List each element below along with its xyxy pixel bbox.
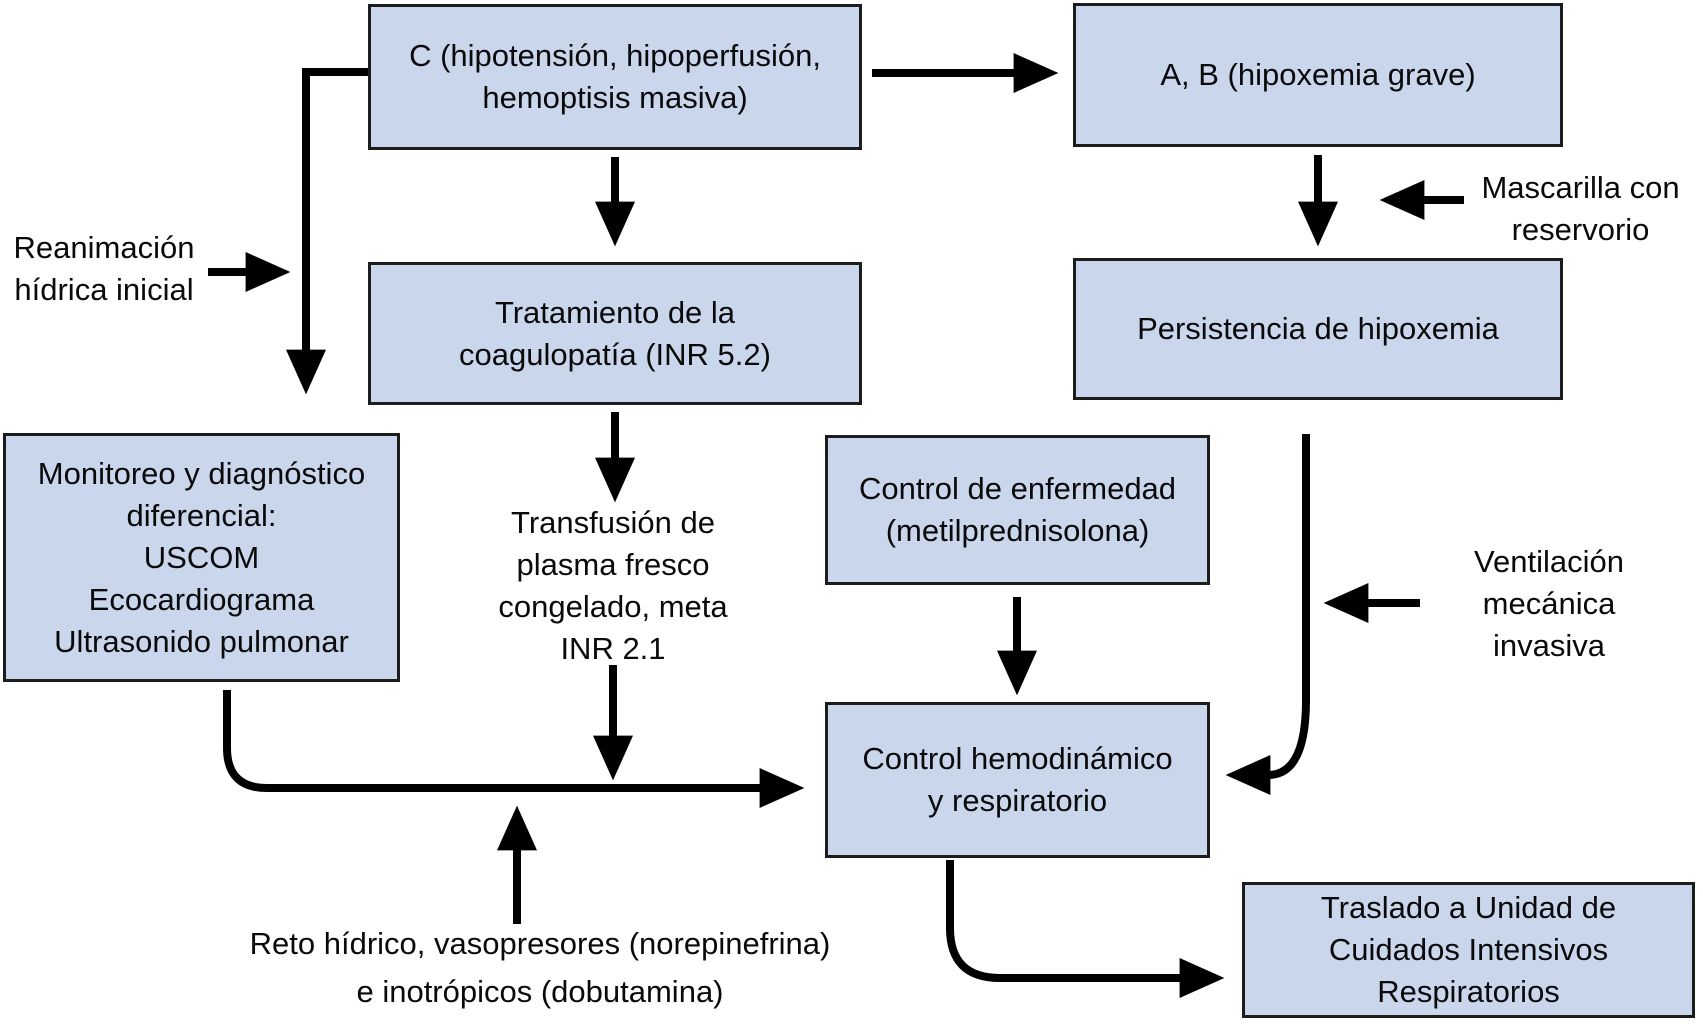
label-text-line: INR 2.1 xyxy=(560,631,666,666)
label-text-line: invasiva xyxy=(1493,628,1605,663)
node-text-line: USCOM xyxy=(143,539,260,575)
connector-persistencia-to-hemodinamico xyxy=(1268,434,1306,775)
node-persistencia-hipoxemia xyxy=(1073,258,1563,400)
label-text-line: Ventilación xyxy=(1474,544,1624,579)
node-text-line: (metilprednisolona) xyxy=(885,513,1150,548)
label-text-line: Reanimación xyxy=(13,230,195,265)
connector-hemodinamico-to-traslado xyxy=(950,860,1182,978)
label-reto-hidrico xyxy=(180,920,900,1016)
label-text-line: Reto hídrico, vasopresores (norepinefrina) xyxy=(249,926,831,961)
label-text-line: mecánica xyxy=(1482,586,1616,621)
label-text-line: Mascarilla con xyxy=(1481,170,1680,205)
node-text-line: Respiratorios xyxy=(1377,974,1560,1009)
node-text-line: hemoptisis masiva) xyxy=(482,80,748,115)
node-monitoreo-diagnostico xyxy=(3,433,400,682)
label-text-line: congelado, meta xyxy=(498,589,728,624)
node-text-line: diferencial: xyxy=(126,497,277,533)
node-text-line: Persistencia de hipoxemia xyxy=(1137,311,1499,346)
node-text-line: Monitoreo y diagnóstico xyxy=(37,455,366,491)
label-mascarilla-reservorio xyxy=(1458,167,1703,251)
node-text-line: y respiratorio xyxy=(927,783,1108,818)
node-text-line: Traslado a Unidad de xyxy=(1320,890,1617,925)
node-text-line: coagulopatía (INR 5.2) xyxy=(459,336,771,372)
node-traslado-uci xyxy=(1242,882,1695,1018)
node-text-line: Ultrasonido pulmonar xyxy=(54,623,349,659)
label-transfusion-plasma xyxy=(443,502,783,670)
node-text-line: C (hipotensión, hipoperfusión, xyxy=(409,38,821,73)
arrow-c-to-monitoreo xyxy=(306,72,368,352)
node-text-line: Tratamiento de la xyxy=(494,294,736,330)
label-reanimacion-hidrica xyxy=(0,227,208,311)
node-control-hemodinamico xyxy=(825,702,1210,858)
node-ab-hipoxemia-grave xyxy=(1073,3,1563,147)
label-text-line: Transfusión de xyxy=(511,505,715,540)
node-text-line: Control hemodinámico xyxy=(862,741,1173,776)
label-text-line: reservorio xyxy=(1511,212,1650,247)
node-control-enfermedad xyxy=(825,435,1210,585)
node-tratamiento-coagulopatia xyxy=(368,262,862,405)
label-text-line: e inotrópicos (dobutamina) xyxy=(356,974,724,1009)
node-text-line: Ecocardiograma xyxy=(88,581,315,617)
node-text-line: A, B (hipoxemia grave) xyxy=(1160,57,1476,92)
label-ventilacion-mecanica xyxy=(1424,541,1674,667)
node-text-line: Cuidados Intensivos xyxy=(1328,932,1609,967)
label-text-line: plasma fresco xyxy=(516,547,710,582)
node-c-hipotension xyxy=(368,4,862,150)
node-text-line: Control de enfermedad xyxy=(858,471,1177,506)
label-text-line: hídrica inicial xyxy=(14,272,194,307)
connector-monitoreo-to-hemodinamico xyxy=(227,690,762,788)
